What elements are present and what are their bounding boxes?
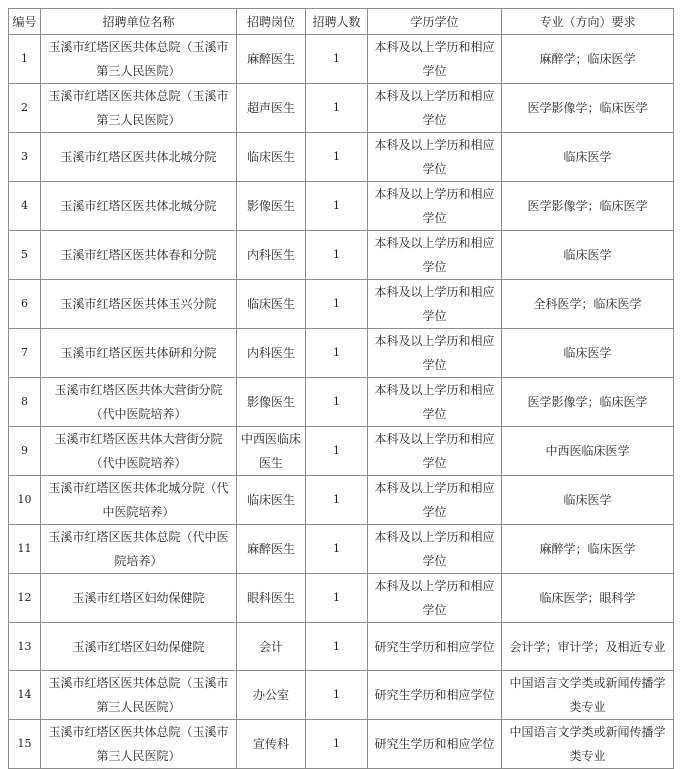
cell-education: 本科及以上学历和相应学位 (368, 35, 502, 84)
table-row (9, 329, 674, 378)
recruitment-table-container (8, 8, 674, 769)
cell-number: 13 (9, 623, 41, 671)
cell-education: 本科及以上学历和相应学位 (368, 329, 502, 378)
cell-education: 本科及以上学历和相应学位 (368, 476, 502, 525)
cell-unit-name: 玉溪市红塔区医共体总院（代中医院培养） (41, 525, 237, 574)
cell-number: 7 (9, 329, 41, 378)
cell-major: 临床医学；眼科学 (502, 574, 674, 623)
cell-position: 麻醉医生 (237, 35, 306, 84)
cell-education: 本科及以上学历和相应学位 (368, 280, 502, 329)
cell-major: 会计学；审计学；及相近专业 (502, 623, 674, 671)
cell-unit-name: 玉溪市红塔区医共体玉兴分院 (41, 280, 237, 329)
cell-headcount: 1 (306, 427, 368, 476)
cell-headcount: 1 (306, 720, 368, 769)
cell-number: 2 (9, 84, 41, 133)
table-body (9, 35, 674, 769)
cell-position: 影像医生 (237, 182, 306, 231)
header-unit-name: 招聘单位名称 (41, 9, 237, 35)
cell-number: 15 (9, 720, 41, 769)
cell-position: 内科医生 (237, 231, 306, 280)
cell-position: 会计 (237, 623, 306, 671)
cell-education: 研究生学历和相应学位 (368, 671, 502, 720)
table-row (9, 280, 674, 329)
cell-position: 中西医临床医生 (237, 427, 306, 476)
cell-position: 影像医生 (237, 378, 306, 427)
cell-education: 本科及以上学历和相应学位 (368, 427, 502, 476)
cell-unit-name: 玉溪市红塔区医共体北城分院 (41, 182, 237, 231)
cell-major: 临床医学 (502, 476, 674, 525)
table-row (9, 133, 674, 182)
cell-number: 12 (9, 574, 41, 623)
table-row (9, 671, 674, 720)
cell-education: 研究生学历和相应学位 (368, 720, 502, 769)
cell-major: 临床医学 (502, 231, 674, 280)
cell-position: 内科医生 (237, 329, 306, 378)
cell-position: 超声医生 (237, 84, 306, 133)
cell-major: 临床医学 (502, 133, 674, 182)
cell-number: 11 (9, 525, 41, 574)
table-row (9, 427, 674, 476)
cell-position: 眼科医生 (237, 574, 306, 623)
recruitment-table (8, 8, 674, 769)
cell-unit-name: 玉溪市红塔区医共体研和分院 (41, 329, 237, 378)
table-row (9, 720, 674, 769)
cell-headcount: 1 (306, 623, 368, 671)
cell-position: 临床医生 (237, 133, 306, 182)
cell-number: 6 (9, 280, 41, 329)
cell-education: 本科及以上学历和相应学位 (368, 525, 502, 574)
cell-education: 本科及以上学历和相应学位 (368, 84, 502, 133)
cell-unit-name: 玉溪市红塔区医共体总院（玉溪市第三人民医院） (41, 35, 237, 84)
cell-major: 临床医学 (502, 329, 674, 378)
cell-major: 医学影像学；临床医学 (502, 84, 674, 133)
header-major: 专业（方向）要求 (502, 9, 674, 35)
cell-unit-name: 玉溪市红塔区妇幼保健院 (41, 623, 237, 671)
cell-headcount: 1 (306, 133, 368, 182)
cell-headcount: 1 (306, 231, 368, 280)
table-row (9, 574, 674, 623)
cell-headcount: 1 (306, 476, 368, 525)
cell-major: 中国语言文学类或新闻传播学类专业 (502, 671, 674, 720)
cell-headcount: 1 (306, 525, 368, 574)
cell-major: 医学影像学；临床医学 (502, 182, 674, 231)
cell-unit-name: 玉溪市红塔区妇幼保健院 (41, 574, 237, 623)
cell-position: 宣传科 (237, 720, 306, 769)
cell-major: 全科医学；临床医学 (502, 280, 674, 329)
cell-number: 10 (9, 476, 41, 525)
cell-headcount: 1 (306, 574, 368, 623)
cell-headcount: 1 (306, 280, 368, 329)
cell-unit-name: 玉溪市红塔区医共体总院（玉溪市第三人民医院） (41, 671, 237, 720)
table-row (9, 35, 674, 84)
cell-number: 8 (9, 378, 41, 427)
cell-position: 麻醉医生 (237, 525, 306, 574)
cell-headcount: 1 (306, 671, 368, 720)
cell-education: 本科及以上学历和相应学位 (368, 378, 502, 427)
cell-headcount: 1 (306, 329, 368, 378)
cell-unit-name: 玉溪市红塔区医共体总院（玉溪市第三人民医院） (41, 84, 237, 133)
cell-position: 临床医生 (237, 280, 306, 329)
cell-unit-name: 玉溪市红塔区医共体总院（玉溪市第三人民医院） (41, 720, 237, 769)
cell-position: 办公室 (237, 671, 306, 720)
cell-education: 本科及以上学历和相应学位 (368, 133, 502, 182)
header-headcount: 招聘人数 (306, 9, 368, 35)
header-number: 编号 (9, 9, 41, 35)
header-education: 学历学位 (368, 9, 502, 35)
cell-unit-name: 玉溪市红塔区医共体大营街分院（代中医院培养） (41, 378, 237, 427)
cell-major: 麻醉学；临床医学 (502, 525, 674, 574)
cell-education: 本科及以上学历和相应学位 (368, 574, 502, 623)
table-row (9, 378, 674, 427)
cell-number: 4 (9, 182, 41, 231)
cell-number: 14 (9, 671, 41, 720)
cell-major: 医学影像学；临床医学 (502, 378, 674, 427)
cell-unit-name: 玉溪市红塔区医共体春和分院 (41, 231, 237, 280)
cell-unit-name: 玉溪市红塔区医共体大营街分院（代中医院培养） (41, 427, 237, 476)
cell-major: 麻醉学；临床医学 (502, 35, 674, 84)
cell-number: 1 (9, 35, 41, 84)
cell-major: 中国语言文学类或新闻传播学类专业 (502, 720, 674, 769)
cell-headcount: 1 (306, 35, 368, 84)
header-row (9, 9, 674, 35)
cell-education: 研究生学历和相应学位 (368, 623, 502, 671)
table-row (9, 623, 674, 671)
cell-headcount: 1 (306, 378, 368, 427)
cell-headcount: 1 (306, 84, 368, 133)
cell-number: 9 (9, 427, 41, 476)
table-row (9, 182, 674, 231)
cell-education: 本科及以上学历和相应学位 (368, 231, 502, 280)
table-header (9, 9, 674, 35)
table-row (9, 525, 674, 574)
cell-number: 5 (9, 231, 41, 280)
cell-major: 中西医临床医学 (502, 427, 674, 476)
cell-unit-name: 玉溪市红塔区医共体北城分院 (41, 133, 237, 182)
cell-number: 3 (9, 133, 41, 182)
cell-headcount: 1 (306, 182, 368, 231)
cell-education: 本科及以上学历和相应学位 (368, 182, 502, 231)
cell-unit-name: 玉溪市红塔区医共体北城分院（代中医院培养） (41, 476, 237, 525)
header-position: 招聘岗位 (237, 9, 306, 35)
table-row (9, 476, 674, 525)
cell-position: 临床医生 (237, 476, 306, 525)
table-row (9, 231, 674, 280)
table-row (9, 84, 674, 133)
